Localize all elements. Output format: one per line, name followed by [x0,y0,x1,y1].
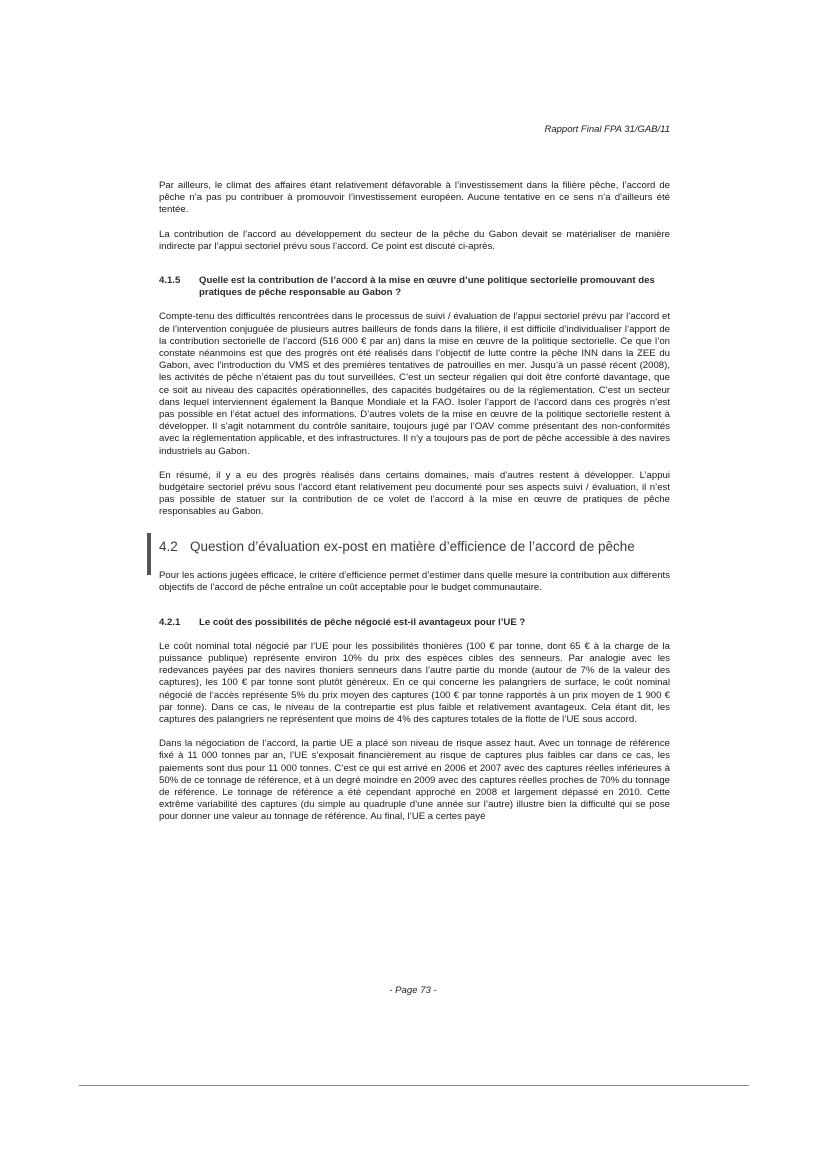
paragraph: La contribution de l’accord au développement du secteur de la pêche du Gabon devait se matérialiser de manière indirecte par l’appui sectoriel prévu sous l’accord. Ce point est discuté ci-après. [159,228,670,252]
page-number: - Page 73 - [389,985,437,996]
footer-divider [79,1085,749,1086]
paragraph: Pour les actions jugées efficace, le critère d’efficience permet d’estimer dans quelle mesure la contribution aux différents objectifs de l’accord de pêche entraîne un coût acceptable pour le budget communautaire. [159,570,670,594]
paragraph: Compte-tenu des difficultés rencontrées dans le processus de suivi / évaluation de l’appui sectoriel prévu par l’accord et de l’intervention conjuguée de plusieurs autres bailleurs de fonds dans la filière, il est difficile d’individualiser l’apport de la contribution sectorielle de l’accord (516 000 € par an) dans la mise en œuvre de la politique sectorielle. Ce que l’on constate néanmoins est que des progrès ont été réalisés dans l’objectif de lutte contre la pêche INN dans la ZEE du Gabon, avec l’introduction du VMS et des premières tentatives de patrouilles en mer. Jusqu’à un passé récent (2008), les activités de pêche n’étaient pas du tout surveillées. C’est un secteur régalien qui doit être conforté davantage, que ce soit au niveau des capacités opérationnelles, des capacités budgétaires ou de la réglementation. C’est un secteur dans lequel interviennent également la Banque Mondiale et la FAO. Isoler l’apport de l’accord dans ces progrès n’est pas possible en l’état actuel des informations. D’autres volets de la mise en œuvre de la politique sectorielle restent à développer. Il s’agit notamment du contrôle sanitaire, toujours jugé par l’OAV comme présentant des non-conformités avec la réglementation applicable, et des infrastructures. Il n’y a toujours pas de port de pêche accessible à des navires industriels au Gabon. [159,311,670,457]
section-heading-4-2-1 [159,617,670,629]
section-title: Quelle est la contribution de l’accord à la mise en œuvre d’une politique sectorielle promouvant des pratiques de pêche responsable au Gabon ? [199,275,655,299]
document-body [159,180,670,836]
section-number: 4.2 [159,538,178,554]
section-number: 4.1.5 [159,275,181,287]
paragraph: Dans la négociation de l’accord, la partie UE a placé son niveau de risque assez haut. Avec un tonnage de référence fixé à 11 000 tonnes par an, l’UE s’exposait financièrement au risque de captures plus faibles car dans ce cas, les paiements sont dus pour 11 000 tonnes. C’est ce qui est arrivé en 2006 et 2007 avec des captures réelles inférieures à 50% de ce tonnage de référence, et à un degré moindre en 2009 avec des captures réelles proches de 70% du tonnage de référence. Le tonnage de référence a été cependant approché en 2008 et largement dépassé en 2010. Cette extrême variabilité des captures (du simple au quadruple d’une année sur l’autre) illustre bien la difficulté qui se pose pour donner une valeur au tonnage de référence. Au final, l’UE a certes payé [159,738,670,823]
paragraph: Le coût nominal total négocié par l’UE pour les possibilités thonières (100 € par tonne, dont 65 € à la charge de la puissance publique) représente environ 10% du prix des espèces cibles des senneurs. Par analogie avec les redevances payées par des navires thoniers senneurs dans l’autre partie du monde (autour de 7% de la valeur des captures), les 100 € par tonne sont plutôt généreux. En ce qui concerne les palangriers de surface, le coût nominal négocié de l’accès représente 5% du prix moyen des captures (100 € par tonne rapportés à un prix moyen de 1 900 € par tonne). Dans ce cas, le niveau de la contrepartie est plus faible et relativement avantageux. Cela étant dit, les captures des palangriers ne représentent que moins de 4% des captures totales de la flotte de l’UE sous accord. [159,640,670,725]
section-title: Le coût des possibilités de pêche négocié est-il avantageux pour l’UE ? [199,616,526,628]
paragraph: En résumé, il y a eu des progrès réalisés dans certains domaines, mais d’autres restent à développer. L’appui budgétaire sectoriel prévu sous l’accord étant relativement peu documenté pour ses aspects suivi / évaluation, il n’est pas possible de statuer sur la contribution de ce volet de l’accord à la mise en œuvre de pratiques de pêche responsables au Gabon. [159,469,670,518]
section-heading-4-1-5 [159,275,670,299]
section-number: 4.2.1 [159,616,181,628]
report-reference: Rapport Final FPA 31/GAB/11 [544,124,670,135]
section-title: Question d’évaluation ex-post en matière d’efficience de l’accord de pêche [190,538,635,554]
section-heading-4-2 [147,539,670,555]
heading-accent-bar [147,533,151,575]
paragraph: Par ailleurs, le climat des affaires étant relativement défavorable à l’investissement dans la filière pêche, l’accord de pêche n’a pas pu contribuer à promouvoir l’investissement européen. Aucune tentative en ce sens n’a d’ailleurs été tentée. [159,180,670,216]
